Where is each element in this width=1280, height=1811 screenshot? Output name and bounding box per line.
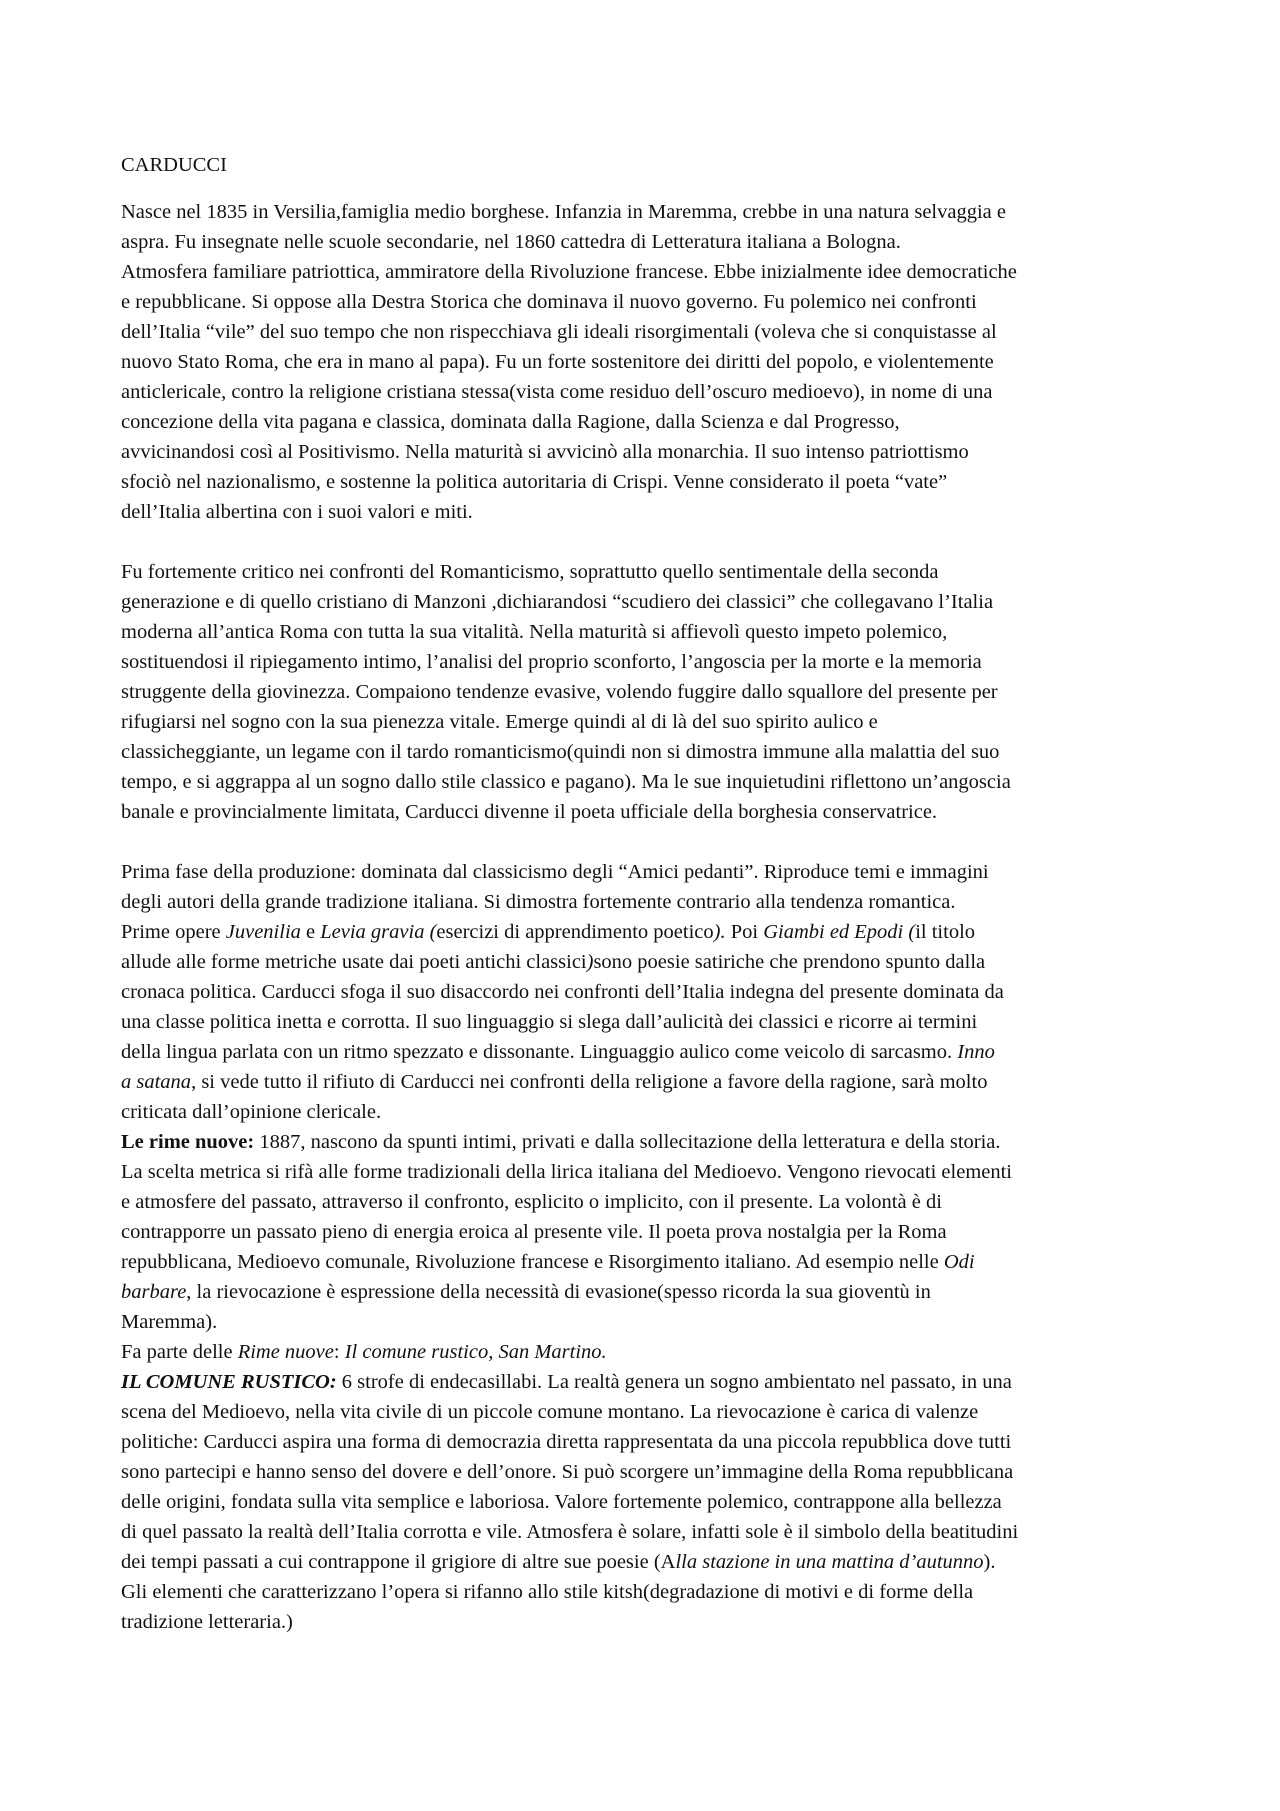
text-line: avvicinandosi così al Positivismo. Nella maturità si avvicinò alla monarchia. Il suo intenso patriottismo — [121, 441, 969, 463]
text-line: contrapporre un passato pieno di energia eroica al presente vile. Il poeta prova nostalgia per la Roma — [121, 1221, 947, 1243]
paragraph-rime-nuove — [121, 1127, 1171, 1367]
text-line: dell’Italia albertina con i suoi valori e miti. — [121, 501, 473, 523]
text-line: classicheggiante, un legame con il tardo romanticismo(quindi non si dimostra immune alla malattia del suo — [121, 741, 1000, 763]
text-line: generazione e di quello cristiano di Manzoni ,dichiarandosi “scudiero dei classici” che collegavano l’Italia — [121, 591, 994, 613]
text-run: e — [300, 921, 321, 943]
text-line: Atmosfera familiare patriottica, ammiratore della Rivoluzione francese. Ebbe inizialmente idee democratiche — [121, 261, 1017, 283]
paragraph-gap — [121, 527, 1171, 557]
text-line: Prima fase della produzione: dominata dal classicismo degli “Amici pedanti”. Riproduce temi e immagini — [121, 861, 989, 883]
work-title-giambi-ed-epodi: Giambi ed Epodi ( — [763, 921, 916, 943]
text-run: Prime opere — [121, 921, 226, 943]
work-title-juvenilia: Juvenilia — [225, 921, 301, 943]
text-line — [121, 1337, 1171, 1367]
text-line: tradizione letteraria.) — [121, 1611, 293, 1633]
text-run: dei tempi passati a cui contrappone il grigiore di altre sue poesie (A — [121, 1551, 676, 1573]
text-run: repubblicana, Medioevo comunale, Rivoluzione francese e Risorgimento italiano. Ad esempio nelle — [121, 1251, 944, 1273]
text-run: esercizi di apprendimento poetico — [436, 921, 714, 943]
text-line — [121, 1247, 1171, 1277]
text-line: concezione della vita pagana e classica, dominata dalla Ragione, dalla Scienza e dal Progresso, — [121, 411, 900, 433]
text-run: : — [333, 1341, 345, 1363]
work-title-alla-stazione: lla stazione in una mattina d’autunno — [675, 1551, 984, 1573]
text-run: ). — [713, 921, 726, 943]
text-run: Fa parte delle — [121, 1341, 238, 1363]
text-run: Poi — [725, 921, 764, 943]
section-heading-rime-nuove: Le rime nuove: — [121, 1131, 255, 1153]
text-line: Fu fortemente critico nei confronti del Romanticismo, soprattutto quello sentimentale della seconda — [121, 561, 939, 583]
paragraph-first-phase — [121, 857, 1171, 1127]
document-title: CARDUCCI — [121, 154, 227, 176]
text-line: La scelta metrica si rifà alle forme tradizionali della lirica italiana del Medioevo. Vengono rievocati elementi — [121, 1161, 1012, 1183]
text-line — [121, 1367, 1171, 1397]
text-line — [121, 1127, 1171, 1157]
text-line: sostituendosi il ripiegamento intimo, l’analisi del proprio sconforto, l’angoscia per la morte e la memoria — [121, 651, 982, 673]
work-title-rime-nuove: Rime nuove — [237, 1341, 334, 1363]
text-line — [121, 1067, 1171, 1097]
text-line — [121, 1037, 1171, 1067]
work-title-list: Il comune rustico, San Martino. — [344, 1341, 607, 1363]
text-line — [121, 917, 1171, 947]
text-line: banale e provincialmente limitata, Carducci divenne il poeta ufficiale della borghesia conservatrice. — [121, 801, 938, 823]
text-line: nuovo Stato Roma, che era in mano al papa). Fu un forte sostenitore dei diritti del popolo, e violentemente — [121, 351, 994, 373]
text-line: moderna all’antica Roma con tutta la sua vitalità. Nella maturità si affievolì questo impeto polemico, — [121, 621, 948, 643]
text-line: scena del Medioevo, nella vita civile di un piccole comune montano. La rievocazione è carica di valenze — [121, 1401, 979, 1423]
text-run: 1887, nascono da spunti intimi, privati e dalla sollecitazione della letteratura e della storia. — [254, 1131, 1001, 1153]
text-line: una classe politica inetta e corrotta. Il suo linguaggio si slega dall’aulicità dei classici e ricorre ai termini — [121, 1011, 978, 1033]
text-line: tempo, e si aggrappa al un sogno dallo stile classico e pagano). Ma le sue inquietudini riflettono un’angoscia — [121, 771, 1011, 793]
text-run: sono poesie satiriche che prendono spunto dalla — [593, 951, 986, 973]
text-line: sono partecipi e hanno senso del dovere e dell’onore. Si può scorgere un’immagine della Roma repubblicana — [121, 1461, 1014, 1483]
text-run: il titolo — [915, 921, 976, 943]
text-line: politiche: Carducci aspira una forma di democrazia diretta rappresentata da una piccola repubblica dove tutti — [121, 1431, 1012, 1453]
work-title-odi-barbare: barbare — [121, 1281, 187, 1303]
text-run: ) — [586, 951, 594, 973]
paragraph-comune-rustico — [121, 1367, 1171, 1637]
text-line: aspra. Fu insegnate nelle scuole secondarie, nel 1860 cattedra di Letteratura italiana a Bologna. — [121, 231, 901, 253]
text-line: struggente della giovinezza. Compaiono tendenze evasive, volendo fuggire dallo squallore del presente per — [121, 681, 998, 703]
text-line: Gli elementi che caratterizzano l’opera si rifanno allo stile kitsh(degradazione di motivi e di forme della — [121, 1581, 974, 1603]
text-line — [121, 1277, 1171, 1307]
text-run: ). — [983, 1551, 996, 1573]
text-run: , la rievocazione è espressione della necessità di evasione(spesso ricorda la sua gioventù in — [186, 1281, 931, 1303]
text-run: allude alle forme metriche usate dai poeti antichi classici — [121, 951, 587, 973]
text-line: e atmosfere del passato, attraverso il confronto, esplicito o implicito, con il presente. La volontà è di — [121, 1191, 942, 1213]
text-line: cronaca politica. Carducci sfoga il suo disaccordo nei confronti dell’Italia indegna del presente dominata da — [121, 981, 1004, 1003]
text-run: , si vede tutto il rifiuto di Carducci nei confronti della religione a favore della ragione, sarà molto — [191, 1071, 988, 1093]
text-line: sfociò nel nazionalismo, e sostenne la politica autoritaria di Crispi. Venne considerato il poeta “vate” — [121, 471, 948, 493]
text-run: 6 strofe di endecasillabi. La realtà genera un sogno ambientato nel passato, in una — [336, 1371, 1012, 1393]
text-run: della lingua parlata con un ritmo spezzato e dissonante. Linguaggio aulico come veicolo di sarcasmo. — [121, 1041, 958, 1063]
text-line: e repubblicane. Si oppose alla Destra Storica che dominava il nuovo governo. Fu polemico nei confronti — [121, 291, 977, 313]
text-line: Maremma). — [121, 1311, 218, 1333]
text-line — [121, 947, 1171, 977]
text-line: Nasce nel 1835 in Versilia,famiglia medio borghese. Infanzia in Maremma, crebbe in una natura selvaggia e — [121, 201, 1006, 223]
text-line: criticata dall’opinione clericale. — [121, 1101, 382, 1123]
paragraph-romanticism — [121, 557, 1171, 827]
text-line: di quel passato la realtà dell’Italia corrotta e vile. Atmosfera è solare, infatti sole è il simbolo della beatitudini — [121, 1521, 1019, 1543]
work-title-levia-gravia: Levia gravia ( — [320, 921, 437, 943]
text-line: anticlericale, contro la religione cristiana stessa(vista come residuo dell’oscuro medioevo), in nome di una — [121, 381, 993, 403]
text-line: degli autori della grande tradizione italiana. Si dimostra fortemente contrario alla tendenza romantica. — [121, 891, 956, 913]
text-line — [121, 1547, 1171, 1577]
document-page — [121, 150, 1171, 1637]
text-line: dell’Italia “vile” del suo tempo che non rispecchiava gli ideali risorgimentali (voleva che si conquistasse al — [121, 321, 997, 343]
work-title-odi-barbare: Odi — [943, 1251, 975, 1273]
paragraph-biography — [121, 197, 1171, 527]
paragraph-gap — [121, 827, 1171, 857]
section-heading-comune-rustico: IL COMUNE RUSTICO: — [121, 1371, 337, 1393]
work-title-inno-a-satana: Inno — [957, 1041, 995, 1063]
text-line: delle origini, fondata sulla vita semplice e laboriosa. Valore fortemente polemico, contrappone alla bellezza — [121, 1491, 1002, 1513]
work-title-inno-a-satana: a satana — [121, 1071, 192, 1093]
text-line: rifugiarsi nel sogno con la sua pienezza vitale. Emerge quindi al di là del suo spirito aulico e — [121, 711, 878, 733]
